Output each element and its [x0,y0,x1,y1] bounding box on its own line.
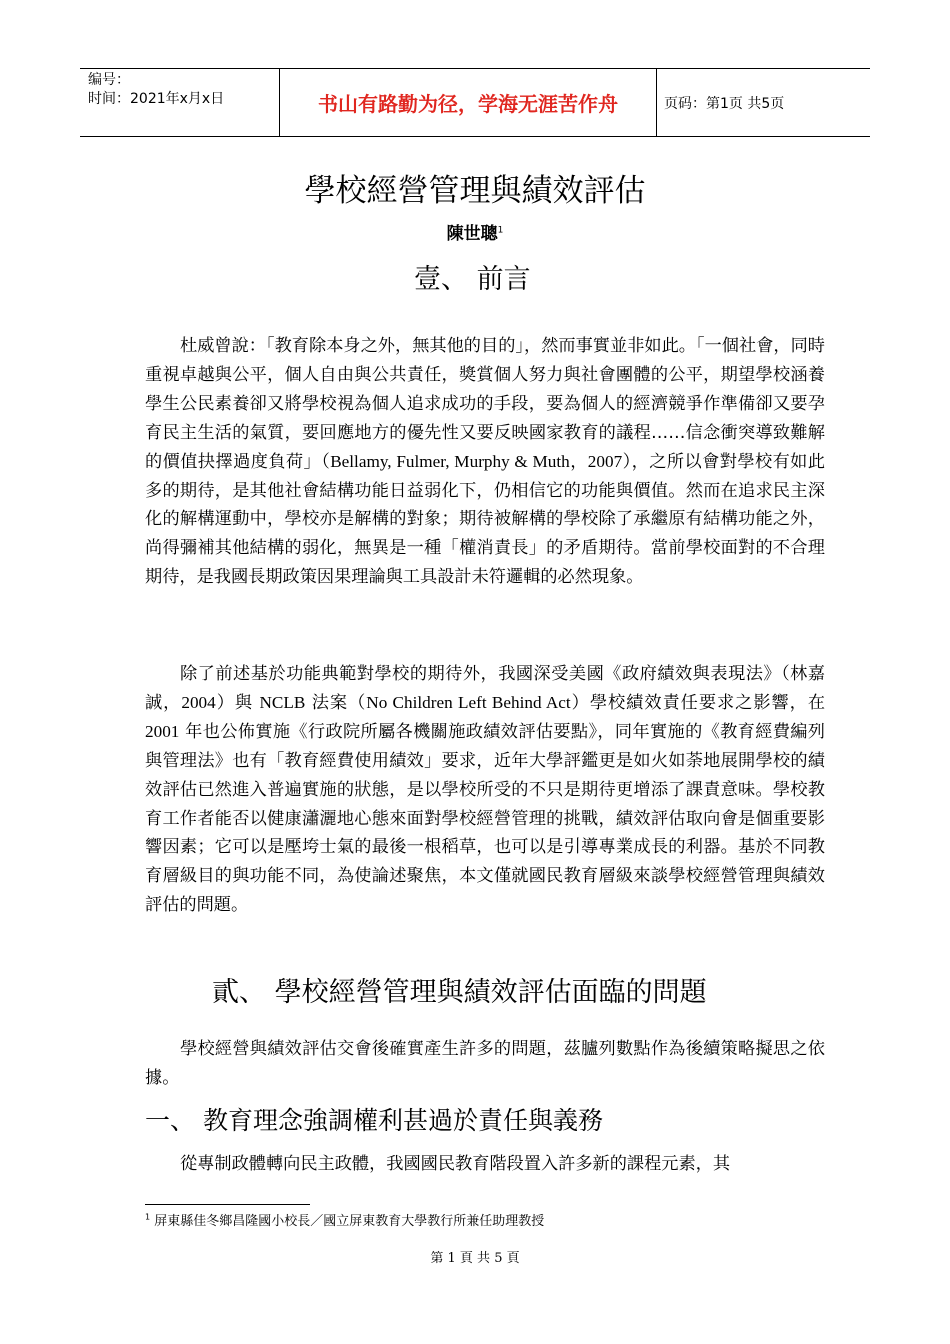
page-header [80,68,870,137]
header-page-label: 页码：第1页 共5页 [664,95,785,112]
number-label: 编号： [88,72,130,88]
footnote [145,1210,544,1229]
author-name: 陳世聰 [446,224,498,244]
subsection-heading: 一、 教育理念強調權利甚過於責任與義務 [145,1106,603,1135]
section1-paragraph-1: 杜威曾說：「教育除本身之外，無其他的目的」，然而事實並非如此。「一個社會，同時重視卓越與公平，個人自由與公共責任，獎賞個人努力與社會團體的公平，期望學校涵養學生公民素養卻又將學校視為個人追求成功的手段，要為個人的經濟競爭作準備卻又要孕育民主生活的氣質，要回應地方的優先性又要反映國家教育的議程……信念衝突導致難解的價值抉擇過度負荷」（Bellamy, Fulmer, Murphy & Muth，2007），之所以會對學校有如此多的期待，是其他社會結構功能日益弱化下，仍相信它的功能與價值。然而在追求民主深化的解構運動中，學校亦是解構的對象；期待被解構的學校除了承繼原有結構功能之外，尚得彌補其他結構的弱化，無異是一種「權消責長」的矛盾期待。當前學校面對的不合理期待，是我國長期政策因果理論與工具設計未符邏輯的必然現象。 [145,336,825,588]
section2-intro: 學校經營與績效評估交會後確實產生許多的問題，茲臚列數點作為後續策略擬思之依據。 [145,1039,825,1088]
header-meta [80,69,280,136]
citation: Bellamy, Fulmer, Murphy & Muth，2007 [330,451,623,471]
subsection-paragraph: 從專制政體轉向民主政體，我國國民教育階段置入許多新的課程元素，其 [180,1154,731,1174]
section1-heading: 壹、 前言 [414,264,531,295]
header-motto: 书山有路勤为径，学海无涯苦作舟 [280,69,657,136]
author-line [0,219,950,244]
document-title: 學校經營管理與績效評估 [304,173,646,209]
footnote-marker: 1 [145,1212,151,1222]
section2-heading: 貳、 學校經營管理與績效評估面臨的問題 [212,977,707,1008]
footnote-text: 屏東縣佳冬鄉昌隆國小校長／國立屏東教育大學教行所兼任助理教授 [154,1214,545,1229]
page-footer: 第 1 頁 共 5 頁 [430,1251,520,1266]
section1-paragraph-2: 除了前述基於功能典範對學校的期待外，我國深受美國《政府績效與表現法》（林嘉誠，2004）與 NCLB 法案（No Children Left Behind Act）學校績效責任要求之影響，在 2001 年也公佈實施《行政院所屬各機關施政績效評估要點》，同年實施的《教育經費編列與管理法》也有「教育經費使用績效」要求，近年大學評鑑更是如火如荼地展開學校的績效評估已然進入普遍實施的狀態，是以學校所受的不只是期待更增添了課責意味。學校教育工作者能否以健康瀟灑地心態來面對學校經營管理的挑戰，績效評估取向會是個重要影響因素；它可以是壓垮士氣的最後一根稻草，也可以是引導專業成長的利器。基於不同教育層級目的與功能不同，為使論述聚焦，本文僅就國民教育層級來談學校經營管理與績效評估的問題。 [145,664,826,916]
footnote-divider [145,1204,310,1205]
time-label: 时间：2021年x月x日 [88,91,225,107]
footnote-ref: 1 [497,225,504,236]
